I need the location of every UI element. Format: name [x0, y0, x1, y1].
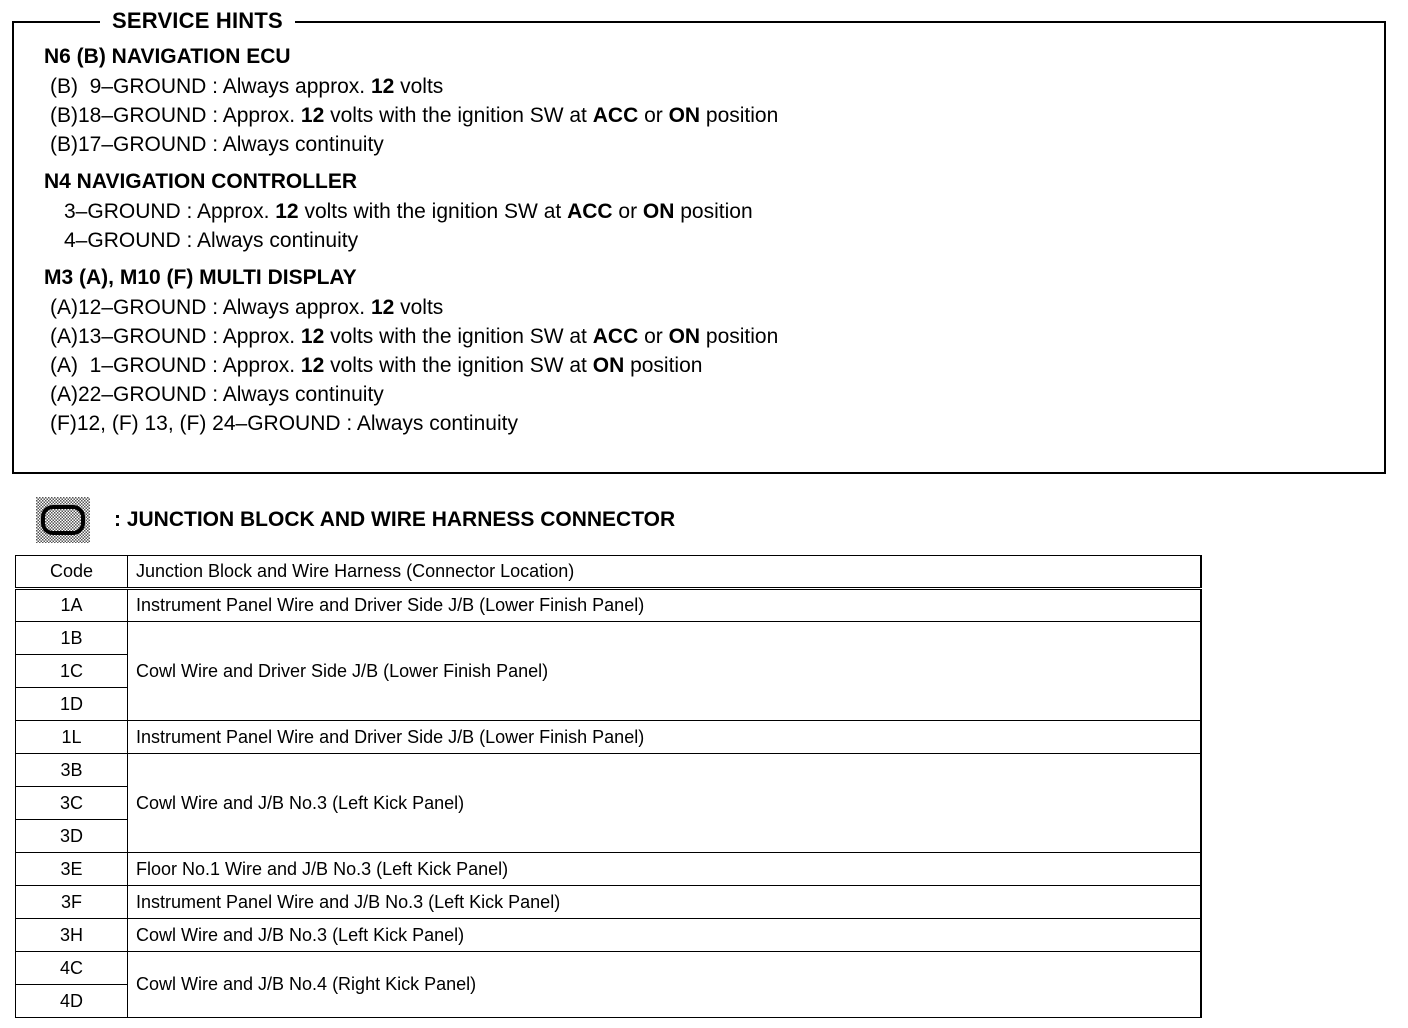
- connector-symbol-icon: [36, 497, 90, 543]
- service-hints-content: [44, 42, 778, 446]
- hint-line: (A) 1–GROUND : Approx. 12 volts with the ignition SW at ON position: [50, 354, 703, 377]
- section-heading: M3 (A), M10 (F) MULTI DISPLAY: [44, 266, 357, 289]
- code-cell: 3B: [16, 754, 128, 787]
- location-cell: Cowl Wire and J/B No.3 (Left Kick Panel): [128, 754, 1202, 853]
- location-cell: Instrument Panel Wire and Driver Side J/B (Lower Finish Panel): [128, 721, 1202, 754]
- section-heading: N6 (B) NAVIGATION ECU: [44, 45, 291, 68]
- table-row: [16, 919, 1202, 952]
- location-cell: Instrument Panel Wire and Driver Side J/B (Lower Finish Panel): [128, 589, 1202, 622]
- code-cell: 1A: [16, 589, 128, 622]
- hint-line: 4–GROUND : Always continuity: [64, 229, 359, 252]
- location-cell: Instrument Panel Wire and J/B No.3 (Left Kick Panel): [128, 886, 1202, 919]
- hint-line: (A)12–GROUND : Always approx. 12 volts: [50, 296, 444, 319]
- hint-line: (B)18–GROUND : Approx. 12 volts with the ignition SW at ACC or ON position: [50, 104, 779, 127]
- section-navigation-ecu: [44, 42, 778, 159]
- table-row: [16, 952, 1202, 985]
- code-cell: 1D: [16, 688, 128, 721]
- header-location: Junction Block and Wire Harness (Connector Location): [128, 556, 1202, 589]
- code-cell: 4C: [16, 952, 128, 985]
- code-cell: 3C: [16, 787, 128, 820]
- section-navigation-controller: [44, 167, 778, 255]
- hint-line: (B)17–GROUND : Always continuity: [50, 133, 384, 156]
- legend-label: : JUNCTION BLOCK AND WIRE HARNESS CONNECTOR: [114, 508, 676, 531]
- table-row: [16, 853, 1202, 886]
- hint-line: (B) 9–GROUND : Always approx. 12 volts: [50, 75, 444, 98]
- code-cell: 3E: [16, 853, 128, 886]
- table-row: [16, 622, 1202, 655]
- table-row: [16, 589, 1202, 622]
- location-cell: Cowl Wire and J/B No.4 (Right Kick Panel): [128, 952, 1202, 1018]
- section-heading: N4 NAVIGATION CONTROLLER: [44, 170, 358, 193]
- legend: [36, 497, 675, 543]
- code-cell: 1C: [16, 655, 128, 688]
- section-multi-display: [44, 263, 778, 438]
- hint-line: (A)22–GROUND : Always continuity: [50, 383, 384, 406]
- code-cell: 3H: [16, 919, 128, 952]
- service-hints-title: SERVICE HINTS: [100, 7, 295, 35]
- hint-line: (A)13–GROUND : Approx. 12 volts with the ignition SW at ACC or ON position: [50, 325, 779, 348]
- location-cell: Floor No.1 Wire and J/B No.3 (Left Kick Panel): [128, 853, 1202, 886]
- table-row: [16, 754, 1202, 787]
- code-cell: 4D: [16, 985, 128, 1018]
- table-row: [16, 886, 1202, 919]
- table-row: [16, 721, 1202, 754]
- table-header-row: [16, 556, 1202, 589]
- location-cell: Cowl Wire and Driver Side J/B (Lower Finish Panel): [128, 622, 1202, 721]
- hint-line: 3–GROUND : Approx. 12 volts with the ignition SW at ACC or ON position: [64, 200, 753, 223]
- header-code: Code: [16, 556, 128, 589]
- junction-block-table: [15, 555, 1202, 1018]
- location-cell: Cowl Wire and J/B No.3 (Left Kick Panel): [128, 919, 1202, 952]
- code-cell: 1B: [16, 622, 128, 655]
- code-cell: 3D: [16, 820, 128, 853]
- code-cell: 3F: [16, 886, 128, 919]
- hint-line: (F)12, (F) 13, (F) 24–GROUND : Always continuity: [50, 412, 518, 435]
- code-cell: 1L: [16, 721, 128, 754]
